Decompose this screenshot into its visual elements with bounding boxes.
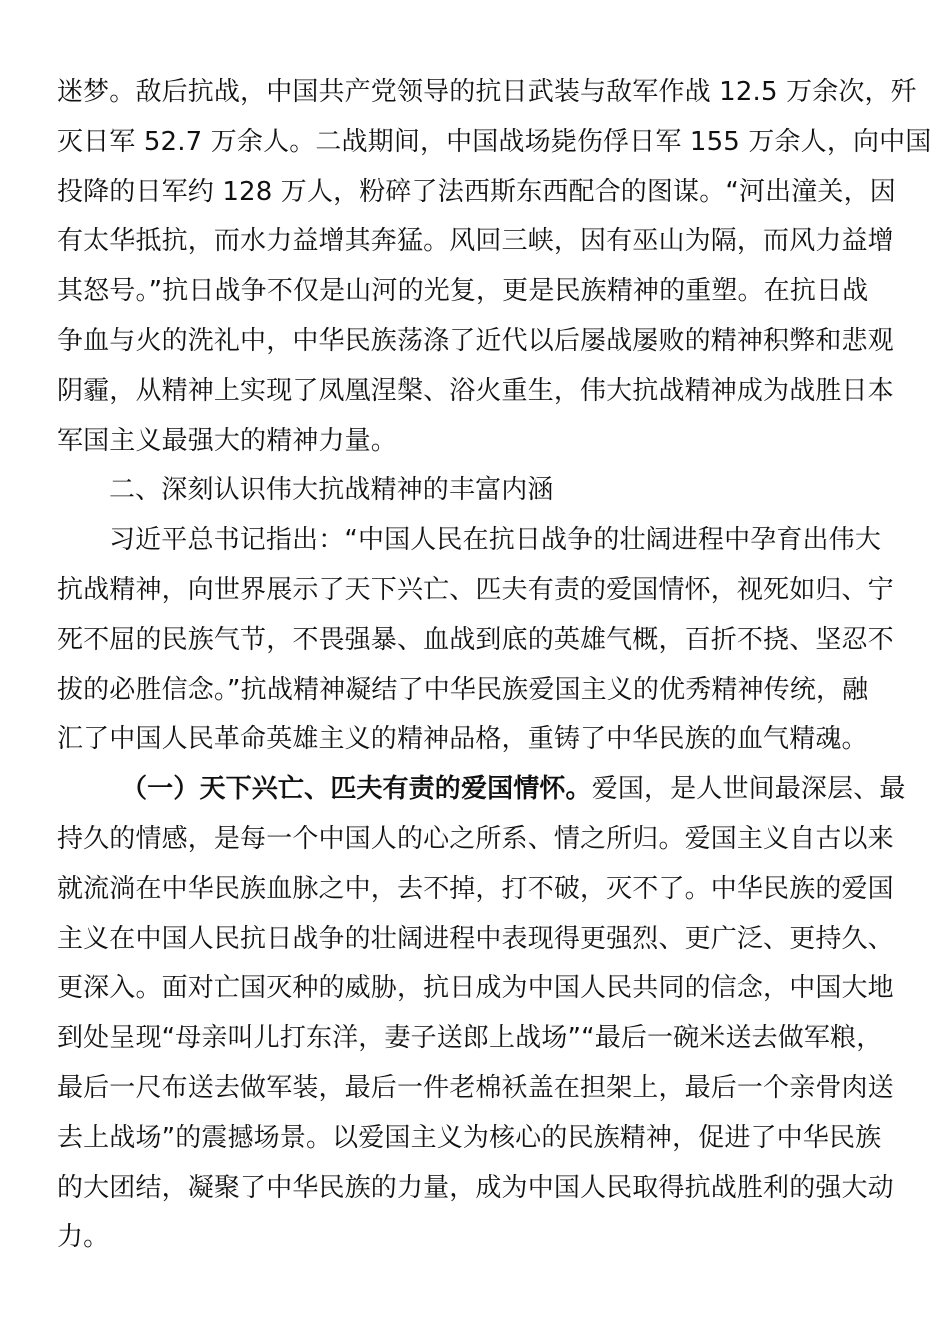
text-line: 拔的必胜信念。”抗战精神凝结了中华民族爱国主义的优秀精神传统，融 <box>57 674 869 705</box>
text-line: 就流淌在中华民族血脉之中，去不掉，打不破，灭不了。中华民族的爱国 <box>57 873 894 904</box>
text-line: 持久的情感，是每一个中国人的心之所系、情之所归。爱国主义自古以来 <box>57 823 894 854</box>
text-line: 主义在中国人民抗日战争的壮阔进程中表现得更强烈、更广泛、更持久、 <box>57 923 894 954</box>
text-line: 投降的日军约 128 万人，粉碎了法西斯东西配合的图谋。“河出潼关，因 <box>57 176 896 207</box>
document-body <box>57 68 932 1263</box>
text-line: 军国主义最强大的精神力量。 <box>57 425 397 456</box>
text-line: 习近平总书记指出：“中国人民在抗日战争的壮阔进程中孕育出伟大 <box>109 525 881 556</box>
text-line: 迷梦。敌后抗战，中国共产党领导的抗日武装与敌军作战 12.5 万余次，歼 <box>57 77 917 107</box>
text-line: 更深入。面对亡国灭种的威胁，抗日成为中国人民共同的信念，中国大地 <box>57 973 894 1004</box>
text-line: 灭日军 52.7 万余人。二战期间，中国战场毙伤俘日军 155 万余人，向中国 <box>57 126 932 157</box>
section-heading: 二、深刻认识伟大抗战精神的丰富内涵 <box>109 475 554 506</box>
paragraph-victory-spirit <box>57 68 932 466</box>
text-line: 的大团结，凝聚了中华民族的力量，成为中国人民取得抗战胜利的强大动 <box>57 1172 894 1203</box>
text-line: 到处呈现“母亲叫儿打东洋，妻子送郎上战场”“最后一碗米送去做军粮， <box>57 1023 883 1054</box>
paragraph-patriotism <box>57 765 906 1263</box>
text-line: 争血与火的洗礼中，中华民族荡涤了近代以后屡战屡败的精神积弊和悲观 <box>57 325 894 356</box>
text-line: 去上战场”的震撼场景。以爱国主义为核心的民族精神，促进了中华民族 <box>57 1122 882 1153</box>
text-line: 最后一尺布送去做军装，最后一件老棉袄盖在担架上，最后一个亲骨肉送 <box>57 1072 894 1103</box>
text-line: 阴霾，从精神上实现了凤凰涅槃、浴火重生，伟大抗战精神成为战胜日本 <box>57 375 894 406</box>
paragraph-text: 爱国，是人世间最深层、最 <box>591 774 906 805</box>
text-line: 抗战精神，向世界展示了天下兴亡、匹夫有责的爱国情怀，视死如归、宁 <box>57 574 894 605</box>
text-line: 死不屈的民族气节，不畏强暴、血战到底的英雄气概，百折不挠、坚忍不 <box>57 624 894 655</box>
text-line: 汇了中国人民革命英雄主义的精神品格，重铸了中华民族的血气精魂。 <box>57 724 868 755</box>
text-line: 其怒号。”抗日战争不仅是山河的光复，更是民族精神的重塑。在抗日战 <box>57 276 869 307</box>
text-line <box>57 765 906 815</box>
paragraph-xi-quote <box>57 516 897 765</box>
text-line: 有太华抵抗，而水力益增其奔猛。风回三峡，因有巫山为隔，而风力益增 <box>57 226 894 257</box>
text-line: 力。 <box>57 1222 110 1253</box>
subsection-heading: （一）天下兴亡、匹夫有责的爱国情怀。 <box>121 774 592 805</box>
